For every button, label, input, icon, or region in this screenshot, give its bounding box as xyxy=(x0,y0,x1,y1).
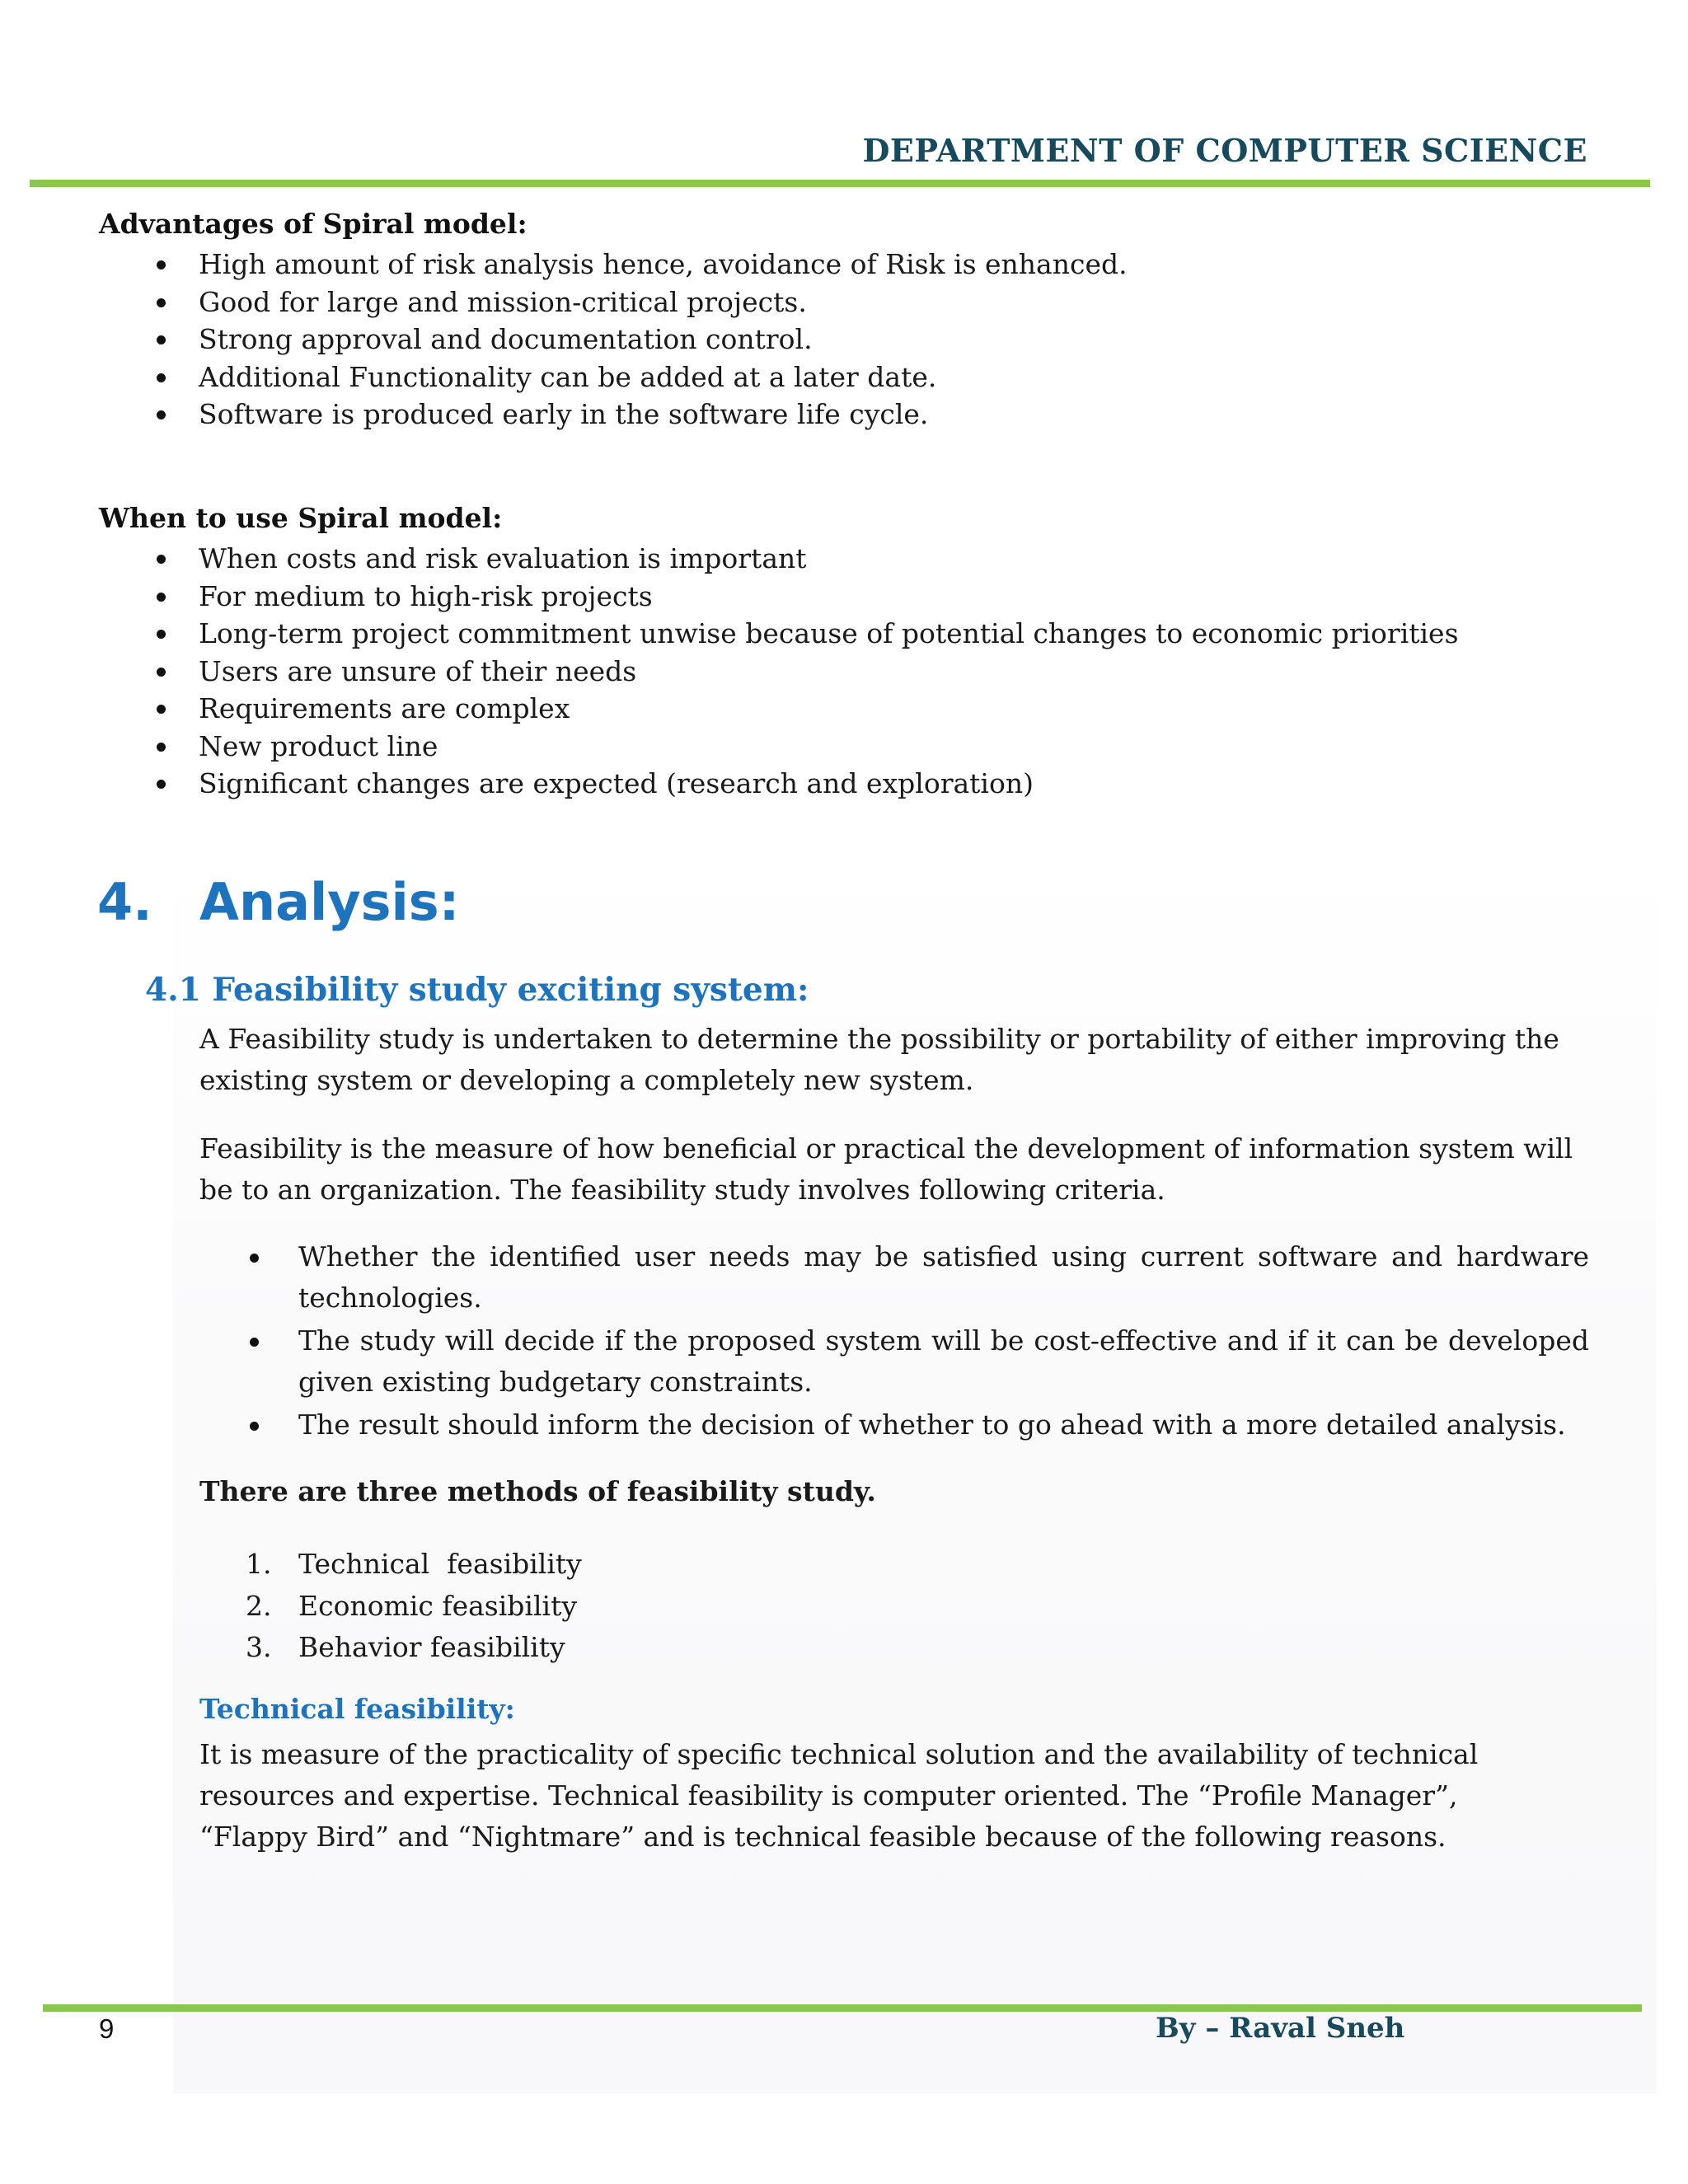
section-title-text: Analysis: xyxy=(199,872,460,932)
paragraph: A Feasibility study is undertaken to determine the possibility or portability of either improving the existing system or developing a completely new system. xyxy=(199,1023,1559,1096)
when-to-use-heading: When to use Spiral model: xyxy=(99,502,503,534)
header-rule xyxy=(30,180,1650,187)
list-item: For medium to high-risk projects xyxy=(150,578,1459,616)
criteria-list xyxy=(247,1236,1589,1447)
advantages-heading: Advantages of Spiral model: xyxy=(99,208,528,240)
list-item: New product line xyxy=(150,728,1459,766)
list-item: Software is produced early in the software life cycle. xyxy=(150,396,1128,434)
page-number: 9 xyxy=(99,2013,115,2044)
list-item: Whether the identified user needs may be satisfied using current software and hardware technologies. xyxy=(247,1236,1589,1319)
list-item: Long-term project commitment unwise because of potential changes to economic priorities xyxy=(150,615,1459,653)
technical-feasibility-heading: Technical feasibility: xyxy=(199,1693,515,1725)
paragraph: It is measure of the practicality of specific technical solution and the availability of technical resources and expertise. Technical feasibility is computer oriented. The “Profile Manager”, “Flappy Bird” and “Nightmare” and is technical feasible because of the following reasons. xyxy=(199,1738,1479,1853)
list-item: 3. Behavior feasibility xyxy=(246,1631,565,1663)
list-item: When costs and risk evaluation is important xyxy=(150,540,1459,578)
advantages-list xyxy=(150,246,1128,434)
list-item: Users are unsure of their needs xyxy=(150,653,1459,691)
methods-heading: There are three methods of feasibility study. xyxy=(199,1475,876,1507)
list-item: Significant changes are expected (research and exploration) xyxy=(150,765,1459,803)
list-item: Good for large and mission-critical projects. xyxy=(150,284,1128,321)
list-item: Additional Functionality can be added at a later date. xyxy=(150,359,1128,396)
when-to-use-list xyxy=(150,540,1459,803)
list-item: 1. Technical feasibility xyxy=(246,1548,582,1580)
list-item: Strong approval and documentation control. xyxy=(150,321,1128,359)
footer-rule xyxy=(43,2004,1642,2012)
list-item: Requirements are complex xyxy=(150,690,1459,728)
section-title xyxy=(97,872,459,932)
list-item: The result should inform the decision of whether to go ahead with a more detailed analysis. xyxy=(247,1404,1589,1446)
subsection-title: 4.1 Feasibility study exciting system: xyxy=(145,971,809,1009)
paragraph: Feasibility is the measure of how beneficial or practical the development of information system will be to an organization. The feasibility study involves following criteria. xyxy=(199,1132,1573,1206)
list-item: 2. Economic feasibility xyxy=(246,1589,577,1622)
list-item: The study will decide if the proposed system will be cost-effective and if it can be developed given existing budgetary constraints. xyxy=(247,1320,1589,1403)
methods-list xyxy=(246,1544,582,1669)
department-header: DEPARTMENT OF COMPUTER SCIENCE xyxy=(862,132,1587,169)
section-number: 4. xyxy=(97,872,152,932)
author-credit: By – Raval Sneh xyxy=(1156,2012,1405,2045)
list-item: High amount of risk analysis hence, avoidance of Risk is enhanced. xyxy=(150,246,1128,284)
